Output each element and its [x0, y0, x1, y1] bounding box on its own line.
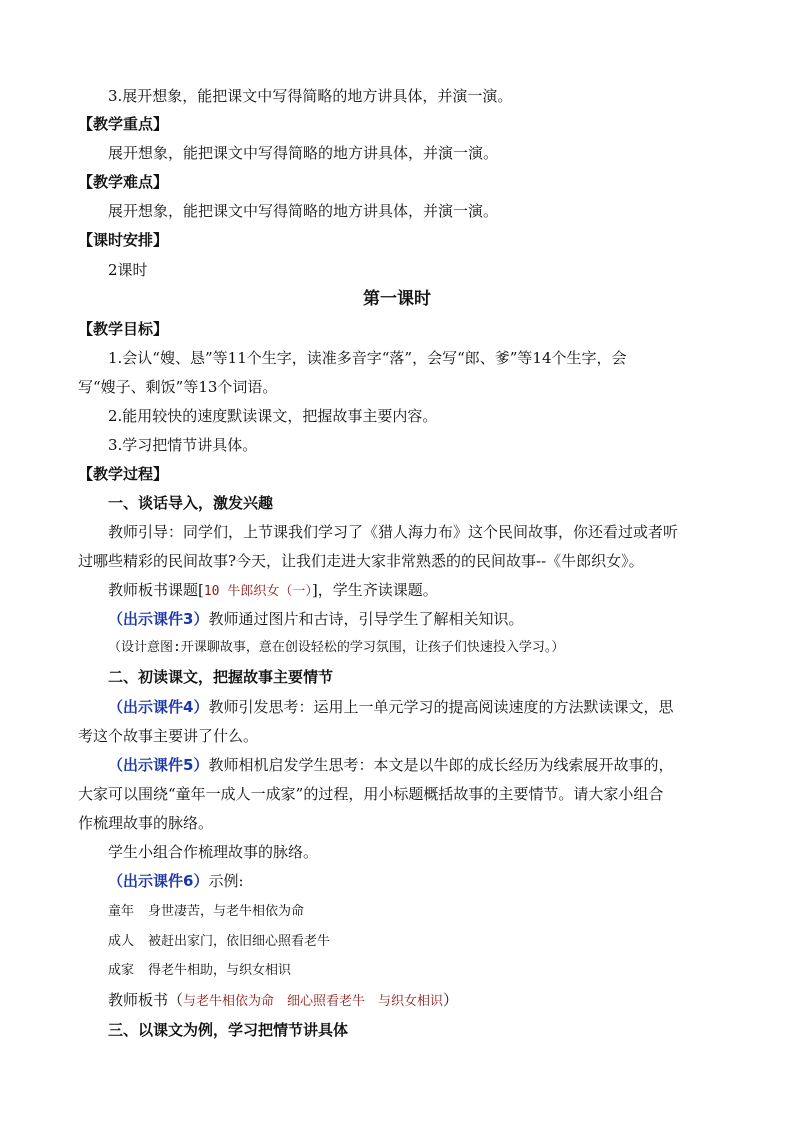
section-1-para-1a: 教师引导：同学们，上节课我们学习了《猎人海力布》这个民间故事，你还看过或者听	[108, 523, 679, 541]
courseware-5-label: （出示课件5）	[108, 756, 209, 774]
board-content: 与老牛相依为命 细心照看老牛 与织女相识	[183, 994, 444, 1009]
board-prefix: 教师板书（	[108, 991, 184, 1009]
example-key: 成家	[108, 963, 135, 978]
key-points-heading: 【教学重点】	[78, 115, 169, 133]
section-1-para-3	[108, 609, 523, 629]
section-1-para-3-text: 教师通过图片和古诗，引导学生了解相关知识。	[208, 610, 524, 628]
section-1-para-1b: 过哪些精彩的民间故事?今天，让我们走进大家非常熟悉的的民间故事--《牛郎织女》。	[78, 552, 644, 570]
goal-1-line-b: 写“嫂子、剩饭”等13个词语。	[78, 378, 278, 396]
section-2-para-2c: 作梳理故事的脉络。	[78, 814, 214, 832]
goals-heading: 【教学目标】	[78, 320, 169, 338]
section-2-para-2a	[108, 755, 673, 775]
section-2-para-3: 学生小组合作梳理故事的脉络。	[108, 843, 319, 861]
example-key: 童年	[108, 904, 135, 919]
courseware-6-label: （出示课件6）	[108, 872, 209, 890]
design-intent-note: （设计意图:开课聊故事，意在创设轻松的学习氛围，让孩子们快速投入学习。）	[108, 640, 565, 655]
schedule-heading: 【课时安排】	[78, 231, 169, 249]
goal-3-line: 3.展开想象，能把课文中写得简略的地方讲具体，并演一演。	[108, 87, 513, 105]
teacher-board-line	[108, 990, 458, 1012]
section-2-para-4	[108, 871, 244, 891]
example-row-adult	[108, 932, 330, 952]
section-2-para-1a	[108, 697, 673, 717]
example-label: 示例:	[208, 872, 244, 890]
example-row-childhood	[108, 902, 304, 922]
courseware-3-label: （出示课件3）	[108, 610, 209, 628]
board-suffix: ）	[443, 991, 459, 1009]
goal-3-line-b: 3.学习把情节讲具体。	[108, 436, 258, 454]
courseware-4-label: （出示课件4）	[108, 698, 209, 716]
process-heading: 【教学过程】	[78, 465, 169, 483]
schedule-text: 2课时	[108, 261, 148, 279]
section-2-title: 二、初读课文，把握故事主要情节	[108, 668, 334, 686]
difficulty-heading: 【教学难点】	[78, 173, 169, 191]
goal-1-line-a: 1.会认“嫂、恳”等11个生字，读准多音字“落”，会写“郎、爹”等14个生字，会	[108, 349, 627, 367]
section-2-para-1-text: 教师引发思考：运用上一单元学习的提高阅读速度的方法默读课文，思	[208, 698, 674, 716]
board-title-prefix: 教师板书课题[	[108, 581, 204, 599]
key-points-text: 展开想象，能把课文中写得简略的地方讲具体，并演一演。	[108, 144, 499, 162]
section-3-title: 三、以课文为例，学习把情节讲具体	[108, 1021, 349, 1039]
board-title-suffix: ]，学生齐读课题。	[311, 581, 438, 599]
board-title-text: 10 牛郎织女（一）	[203, 584, 312, 599]
example-row-marriage	[108, 961, 291, 981]
example-key: 成人	[108, 934, 135, 949]
lesson-title: 第一课时	[363, 289, 431, 309]
example-value: 被赶出家门，依旧细心照看老牛	[148, 934, 331, 949]
difficulty-text: 展开想象，能把课文中写得简略的地方讲具体，并演一演。	[108, 202, 499, 220]
section-1-title: 一、谈话导入，激发兴趣	[108, 494, 274, 512]
section-2-para-2b: 大家可以围绕“童年一成人一成家”的过程，用小标题概括故事的主要情节。请大家小组合	[78, 785, 664, 803]
example-value: 得老牛相助，与织女相识	[148, 963, 292, 978]
section-2-para-1b: 考这个故事主要讲了什么。	[78, 727, 259, 745]
section-1-para-2	[108, 580, 438, 602]
goal-2-line: 2.能用较快的速度默读课文，把握故事主要内容。	[108, 407, 438, 425]
section-2-para-2-text: 教师相机启发学生思考：本文是以牛郎的成长经历为线索展开故事的，	[208, 756, 674, 774]
example-value: 身世凄苦，与老牛相依为命	[148, 904, 305, 919]
